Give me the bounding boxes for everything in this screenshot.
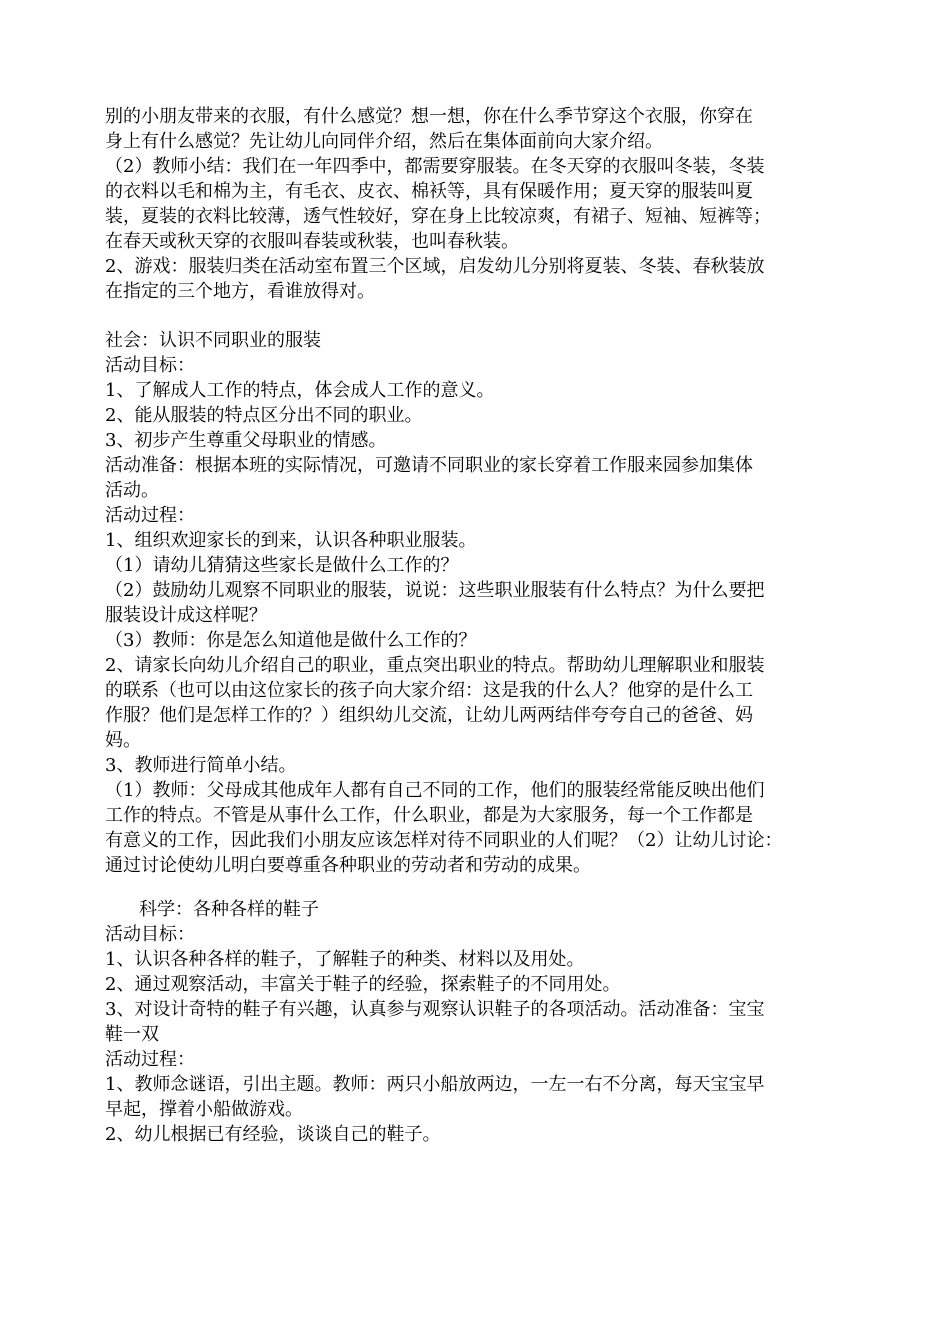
- paragraph-line: 3、初步产生尊重父母职业的情感。: [105, 430, 387, 451]
- paragraph-line: 身上有什么感觉？先让幼儿向同伴介绍，然后在集体面前向大家介绍。: [105, 131, 663, 152]
- paragraph-line: 1、组织欢迎家长的到来，认识各种职业服装。: [105, 530, 477, 551]
- paragraph-line: 别的小朋友带来的衣服，有什么感觉？想一想，你在什么季节穿这个衣服，你穿在: [105, 106, 753, 127]
- section-title: 科学：各种各样的鞋子: [139, 899, 319, 920]
- paragraph-line: 的联系（也可以由这位家长的孩子向大家介绍：这是我的什么人？他穿的是什么工: [105, 680, 753, 701]
- paragraph-line: 2、通过观察活动，丰富关于鞋子的经验，探索鞋子的不同用处。: [105, 974, 621, 995]
- paragraph-line: 装，夏装的衣料比较薄，透气性较好，穿在身上比较凉爽，有裙子、短袖、短裤等；: [105, 206, 771, 227]
- paragraph-line: （3）教师：你是怎么知道他是做什么工作的？: [105, 630, 477, 651]
- paragraph-line: 在春天或秋天穿的衣服叫春装或秋装，也叫春秋装。: [105, 231, 519, 252]
- document-body: [105, 104, 853, 1147]
- paragraph-line: 早起，撑着小船做游戏。: [105, 1099, 303, 1120]
- section-spacer: [105, 878, 853, 897]
- paragraph-line: 工作的特点。不管是从事什么工作，什么职业，都是为大家服务，每一个工作都是: [105, 805, 753, 826]
- paragraph-line: 鞋一双: [105, 1024, 159, 1045]
- paragraph-line: 活动过程：: [105, 505, 195, 526]
- paragraph-line: 活动。: [105, 480, 159, 501]
- paragraph-line: 1、教师念谜语，引出主题。教师：两只小船放两边，一左一右不分离，每天宝宝早: [105, 1074, 765, 1095]
- paragraph-line: 2、游戏：服装归类在活动室布置三个区域，启发幼儿分别将夏装、冬装、春秋装放: [105, 256, 765, 277]
- intro-section: [105, 104, 853, 304]
- paragraph-line: 活动准备：根据本班的实际情况，可邀请不同职业的家长穿着工作服来园参加集体: [105, 455, 753, 476]
- paragraph-line: 有意义的工作，因此我们小朋友应该怎样对待不同职业的人们呢？（2）让幼儿讨论：: [105, 830, 783, 851]
- paragraph-line: 活动过程：: [105, 1049, 195, 1070]
- section-spacer: [105, 304, 853, 328]
- paragraph-line: 2、幼儿根据已有经验，谈谈自己的鞋子。: [105, 1124, 441, 1145]
- paragraph-line: （2）鼓励幼儿观察不同职业的服装，说说：这些职业服装有什么特点？为什么要把: [105, 580, 765, 601]
- paragraph-line: 1、了解成人工作的特点，体会成人工作的意义。: [105, 380, 495, 401]
- paragraph-line: 2、请家长向幼儿介绍自己的职业，重点突出职业的特点。帮助幼儿理解职业和服装: [105, 655, 765, 676]
- paragraph-line: 通过讨论使幼儿明白要尊重各种职业的劳动者和劳动的成果。: [105, 855, 591, 876]
- paragraph-line: （1）请幼儿猜猜这些家长是做什么工作的？: [105, 555, 459, 576]
- paragraph-line: （1）教师：父母成其他成年人都有自己不同的工作，他们的服装经常能反映出他们: [105, 780, 765, 801]
- paragraph-line: 3、教师进行简单小结。: [105, 755, 297, 776]
- paragraph-line: 1、认识各种各样的鞋子，了解鞋子的种类、材料以及用处。: [105, 949, 585, 970]
- section-title: 社会：认识不同职业的服装: [105, 330, 321, 351]
- science-section: [105, 897, 853, 1147]
- paragraph-line: 2、能从服装的特点区分出不同的职业。: [105, 405, 423, 426]
- paragraph-line: 的衣料以毛和棉为主，有毛衣、皮衣、棉袄等，具有保暖作用；夏天穿的服装叫夏: [105, 181, 753, 202]
- paragraph-line: 服装设计成这样呢？: [105, 605, 267, 626]
- paragraph-line: 妈。: [105, 730, 141, 751]
- paragraph-line: 3、对设计奇特的鞋子有兴趣，认真参与观察认识鞋子的各项活动。活动准备：宝宝: [105, 999, 765, 1020]
- paragraph-line: 活动目标：: [105, 355, 195, 376]
- paragraph-line: 在指定的三个地方，看谁放得对。: [105, 281, 375, 302]
- paragraph-line: 作服？他们是怎样工作的？）组织幼儿交流，让幼儿两两结伴夸夸自己的爸爸、妈: [105, 705, 753, 726]
- paragraph-line: （2）教师小结：我们在一年四季中，都需要穿服装。在冬天穿的衣服叫冬装，冬装: [105, 156, 765, 177]
- paragraph-line: 活动目标：: [105, 924, 195, 945]
- social-section: [105, 328, 853, 878]
